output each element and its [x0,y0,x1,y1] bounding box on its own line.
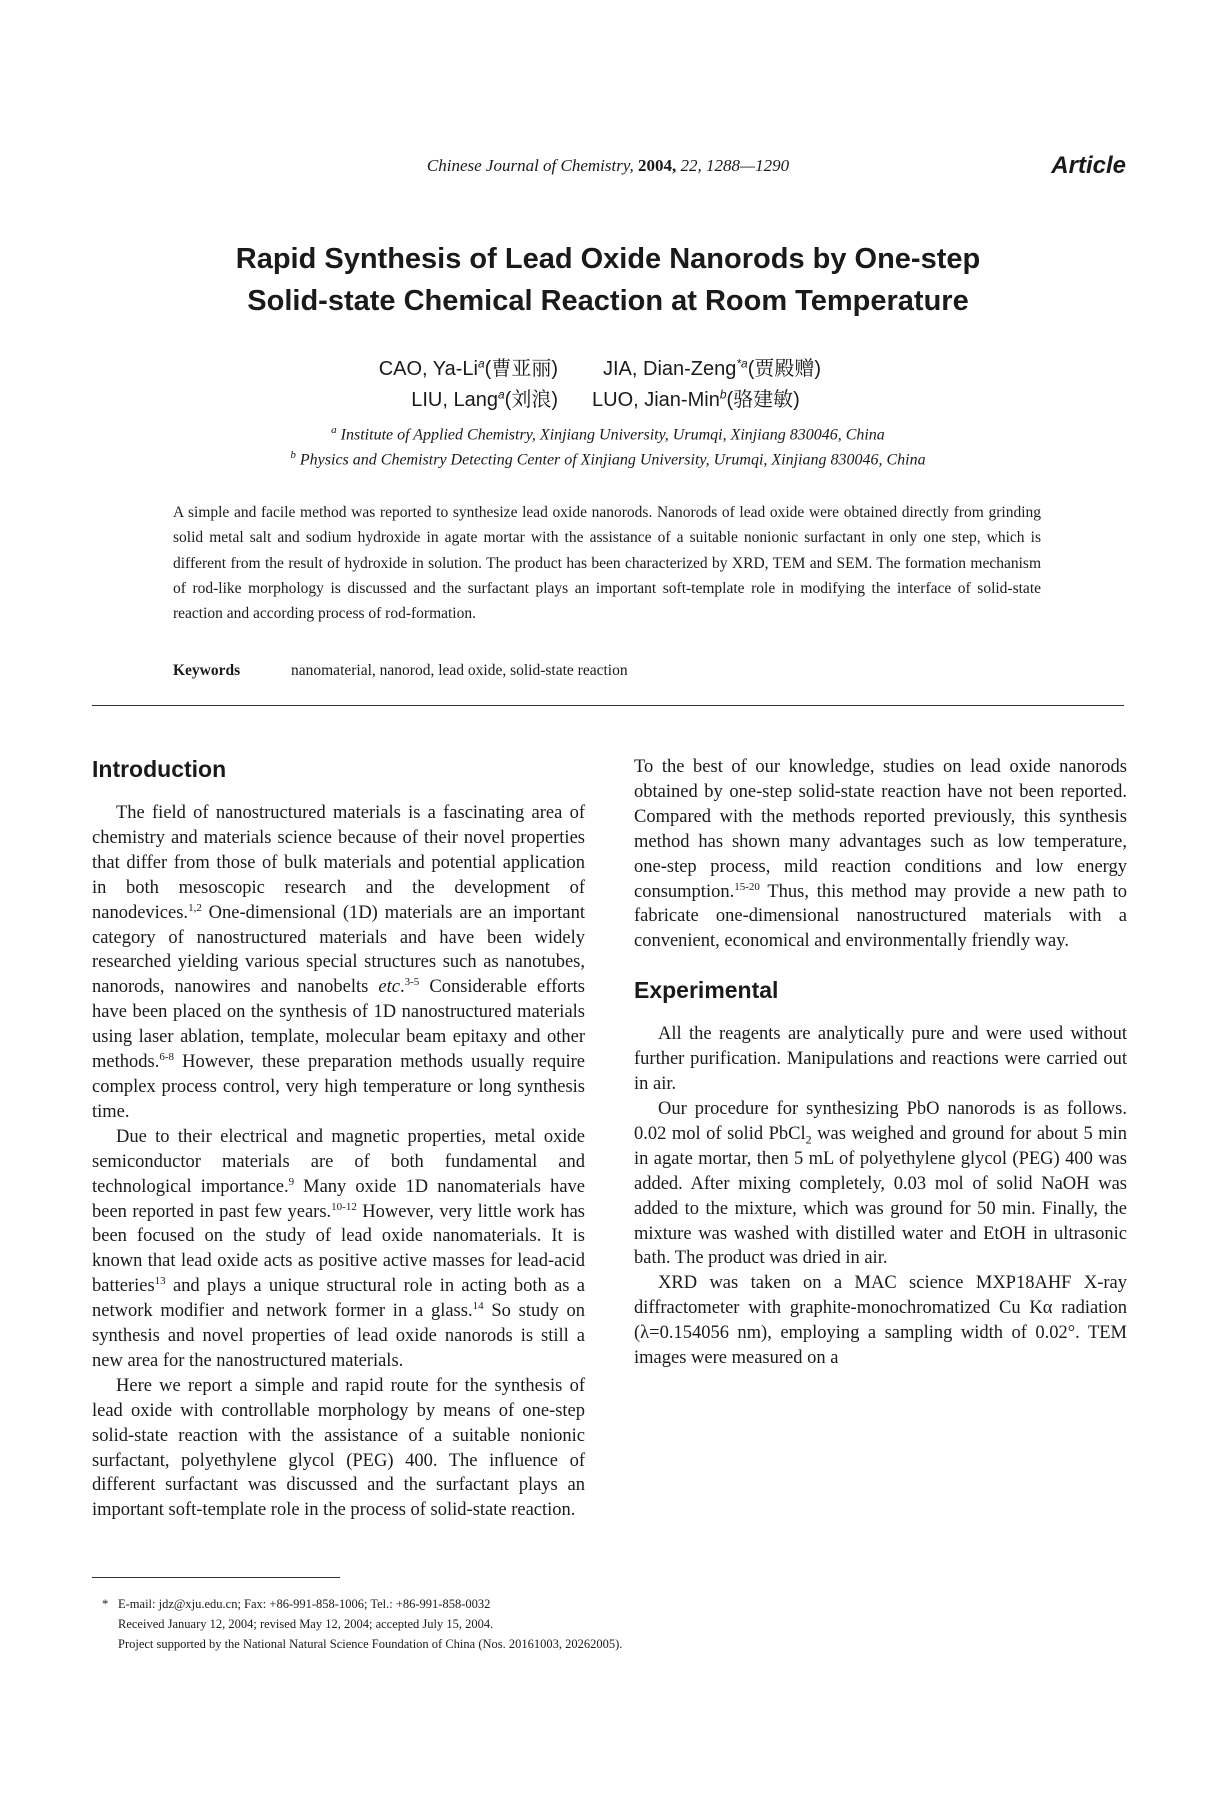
paper-title [0,238,1216,322]
keywords [173,662,628,680]
keywords-label: Keywords [173,662,241,679]
author-liu: LIU, Lang$^a$(刘浪) [411,387,558,411]
column-right [634,755,1127,1371]
author-cao: CAO, Ya-Li$^a$(曹亚丽) [378,356,558,380]
footnotes [102,1594,623,1654]
experimental-paragraph-3: XRD was taken on a MAC science MXP18AHF X-ray diffractometer with graphite-monochromatized Cu Kα radiation (λ=0.154056 nm), employing a sampling width of 0.02°. TEM images were measured on a [634,1273,1127,1369]
experimental-paragraph-1: All the reagents are analytically pure and were used without further purification. Manipulations and reactions were carried out in air. [634,1024,1127,1095]
contact-info: E-mail: jdz@xju.edu.cn; Fax: +86-991-858-1006; Tel.: +86-991-858-0032 [118,1597,491,1611]
keywords-text: nanomaterial, nanorod, lead oxide, solid-state reaction [291,662,628,679]
abstract: A simple and facile method was reported to synthesize lead oxide nanorods. Nanorods of lead oxide were obtained directly from grinding solid metal salt and sodium hydroxide in agate mortar with the assistance of a suitable nonionic surfactant in only one step, which is different from the result of hydroxide in solution. The product has been characterized by XRD, TEM and SEM. The formation mechanism of rod-like morphology is discussed and the surfactant plays an important soft-template role in modifying the interface of solid-state reaction and according process of rod-formation. [173,504,1041,623]
experimental-paragraph-2: Our procedure for synthesizing PbO nanorods is as follows. 0.02 mol of solid PbCl$_2$ was weighed and ground for about 5 min in agate mortar, then 5 mL of polyethylene glycol (PEG) 400 was added. After mixing completely, 0.03 mol of solid NaOH was added to the mixture, which was ground for 50 min. Finally, the mixture was washed with distilled water and EtOH in ultrasonic bath. The product was dried in air. [634,1098,1127,1269]
author-jia: JIA, Dian-Zeng$^{*a}$(贾殿赠) [603,356,822,380]
section-divider [92,705,1124,706]
title-line: Rapid Synthesis of Lead Oxide Nanorods by One-step [235,243,981,275]
footnote-star: * [102,1597,109,1611]
intro-paragraph-1: The field of nanostructured materials is a fascinating area of chemistry and materials science because of their novel properties that differ from those of bulk materials and potential application in both mesoscopic research and the development of nanodevices.$^{1,2}$ One-dimensional (1D) materials are an important category of nanostructured materials and have been widely researched yielding various special structures such as nanotubes, nanorods, nanowires and nanobelts etc.$^{3-5}$ Considerable efforts have been placed on the synthesis of 1D nanostructured materials using laser ablation, template, molecular beam epitaxy and other methods.$^{6-8}$ However, these preparation methods usually require complex process control, very high temperature or long synthesis time. [92,803,586,1122]
experimental-heading: Experimental [634,977,779,1004]
footnote-divider [92,1577,340,1578]
journal-name: Chinese Journal of Chemistry, [426,156,634,175]
title-line: Solid-state Chemical Reaction at Room Temperature [247,285,969,317]
received-dates: Received January 12, 2004; revised May 12, 2004; accepted July 15, 2004. [118,1617,494,1631]
article-type-label: Article [1051,152,1126,179]
journal-volume-pages: 22, 1288—1290 [680,156,790,175]
intro-paragraph-3: Here we report a simple and rapid route for the synthesis of lead oxide with controllable morphology by means of one-step solid-state reaction with the assistance of a suitable nonionic surfactant, polyethylene glycol (PEG) 400. The influence of different surfactant was discussed and the surfactant plays an important soft-template role in the process of solid-state reaction. [92,1375,585,1521]
intro-paragraph-2: Due to their electrical and magnetic properties, metal oxide semiconductor materials are of both fundamental and technological importance.$^9$ Many oxide 1D nanomaterials have been reported in past few years.$^{10-12}$ However, very little work has been focused on the study of lead oxide nanomaterials. It is known that lead oxide acts as positive active masses for lead-acid batteries$^{13}$ and plays a unique structural role in acting both as a network modifier and network former in a glass.$^{14}$ So study on synthesis and novel properties of lead oxide nanorods is still a new area for the nanostructured materials. [92,1126,586,1371]
funding-info: Project supported by the National Natural Science Foundation of China (Nos. 20161003, 20262005). [118,1637,623,1651]
intro-paragraph-3-continued: To the best of our knowledge, studies on lead oxide nanorods obtained by one-step solid-state reaction have not been reported. Compared with the methods reported previously, this synthesis method has shown many advantages such as low temperature, one-step process, mild reaction conditions and low energy consumption.$^{15-20}$ Thus, this method may provide a new path to fabricate one-dimensional nanostructured materials with a convenient, economical and environmentally friendly way. [634,757,1127,952]
journal-year: 2004, [637,156,677,175]
journal-citation [0,156,1216,176]
affiliation-b: $^b$ Physics and Chemistry Detecting Center of Xinjiang University, Urumqi, Xinjiang 830046, China [290,449,926,469]
affiliation-a: $^a$ Institute of Applied Chemistry, Xinjiang University, Urumqi, Xinjiang 830046, China [331,424,885,444]
author-luo: LUO, Jian-Min$^b$(骆建敏) [592,387,800,411]
column-left [92,755,585,1523]
introduction-heading: Introduction [92,756,227,782]
